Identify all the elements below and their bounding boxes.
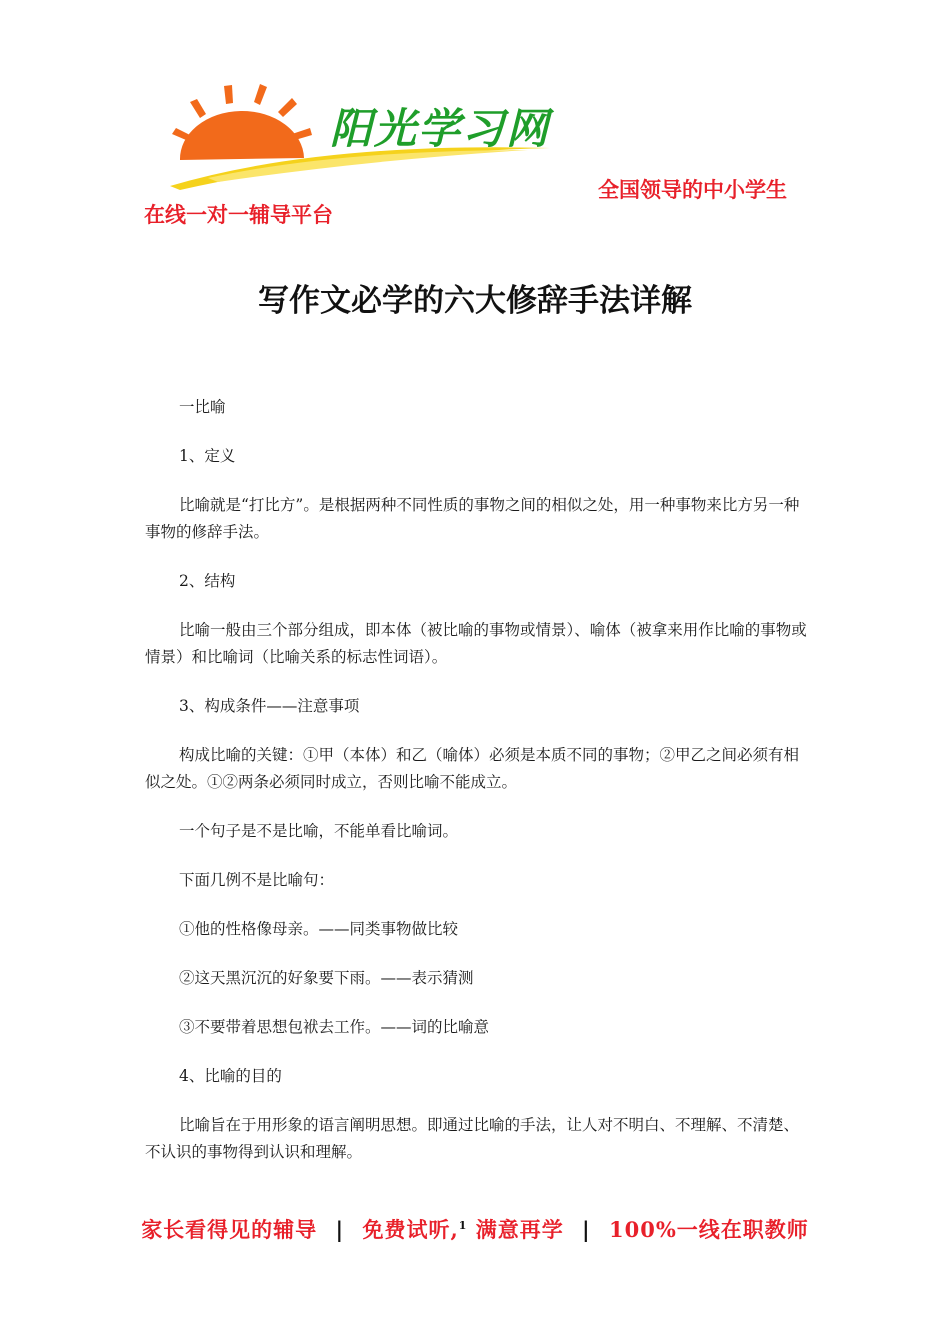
example-item: ②这天黑沉沉的好象要下雨。——表示猜测 [179,969,474,987]
paragraph: 比喻旨在于用形象的语言阐明思想。即通过比喻的手法，让人对不明白、不理解、不清楚、不认识的事物得到认识和理解。 [145,1116,800,1161]
footer-text-3: 满意再学 [475,1217,564,1242]
footer-separator: | [335,1217,345,1242]
article-body [145,394,813,1188]
page-number: 1 [458,1219,468,1232]
logo-text: 阳光学习网 [330,104,551,153]
section-heading: 一比喻 [179,398,226,416]
tagline-left: 在线一对一辅导平台 [144,203,333,227]
paragraph: 一个句子是不是比喻，不能单看比喻词。 [179,822,459,840]
paragraph: 比喻一般由三个部分组成，即本体（被比喻的事物或情景）、喻体（被拿来用作比喻的事物或情景）和比喻词（比喻关系的标志性词语）。 [145,621,807,666]
footer-text-2: 免费试听, [362,1217,459,1242]
paragraph: 下面几例不是比喻句： [179,871,335,889]
footer-separator: | [582,1217,591,1242]
subheading: 1、定义 [179,447,236,465]
paragraph: 构成比喻的关键：①甲（本体）和乙（喻体）必须是本质不同的事物；②甲乙之间必须有相似之处。①②两条必须同时成立，否则比喻不能成立。 [145,746,800,791]
subheading: 2、结构 [179,572,236,590]
example-item: ③不要带着思想包袱去工作。——词的比喻意 [179,1018,490,1036]
subheading: 3、构成条件——注意事项 [179,697,360,715]
tagline-right: 全国领导的中小学生 [598,178,787,202]
example-item: ①他的性格像母亲。——同类事物做比较 [179,920,459,938]
footer-text-4: 100%一线在职教师 [609,1217,809,1242]
footer-text-1: 家长看得见的辅导 [141,1217,318,1242]
subheading: 4、比喻的目的 [179,1067,282,1085]
page-title: 写作文必学的六大修辞手法详解 [258,283,692,319]
footer-banner [0,1214,950,1244]
paragraph: 比喻就是“打比方”。是根据两种不同性质的事物之间的相似之处，用一种事物来比方另一种事物的修辞手法。 [145,496,800,541]
